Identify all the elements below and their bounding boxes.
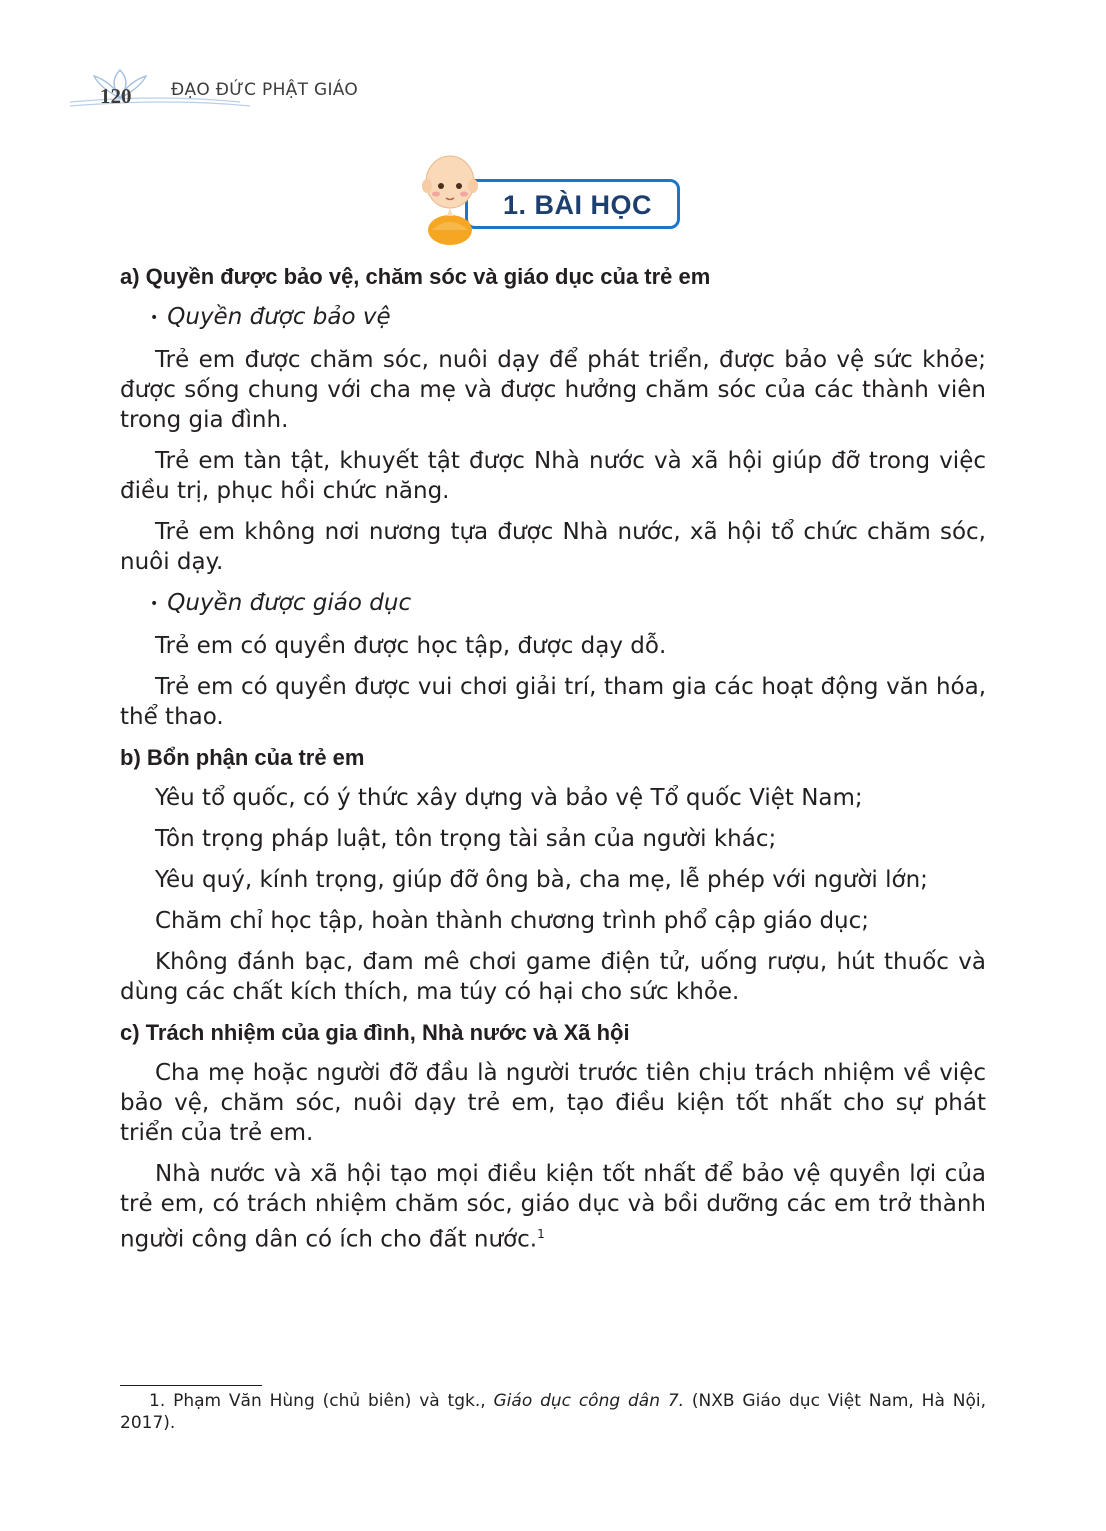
bullet-label: Quyền được giáo dục <box>167 590 412 616</box>
duty-item: Yêu quý, kính trọng, giúp đỡ ông bà, cha mẹ, lễ phép với người lớn; <box>155 867 928 893</box>
paragraph: Trẻ em được chăm sóc, nuôi dạy để phát triển, được bảo vệ sức khỏe; được sống chung với cha mẹ và được hưởng chăm sóc của các thành viên trong gia đình. <box>120 347 986 433</box>
footnote <box>120 1390 986 1434</box>
bullet-dot: • <box>150 596 159 612</box>
page-number: 120 <box>100 84 132 108</box>
footnote-suffix: (NXB Giáo dục Việt Nam, Hà Nội, 2017). <box>120 1391 986 1433</box>
paragraph: Trẻ em tàn tật, khuyết tật được Nhà nước và xã hội giúp đỡ trong việc điều trị, phục hồi chức năng. <box>120 448 986 504</box>
duty-item: Chăm chỉ học tập, hoàn thành chương trình phổ cập giáo dục; <box>155 908 870 934</box>
lesson-title: 1. BÀI HỌC <box>503 190 653 220</box>
footnote-ref: 1 <box>537 1227 545 1241</box>
section-b-heading: b) Bổn phận của trẻ em <box>120 745 365 770</box>
footnote-book-title: Giáo dục công dân 7. <box>493 1391 685 1411</box>
paragraph: Cha mẹ hoặc người đỡ đầu là người trước tiên chịu trách nhiệm về việc bảo vệ, chăm sóc, nuôi dạy trẻ em, tạo điều kiện tốt nhất cho sự phát triển của trẻ em. <box>120 1060 986 1146</box>
paragraph: Trẻ em không nơi nương tựa được Nhà nước, xã hội tổ chức chăm sóc, nuôi dạy. <box>120 519 986 575</box>
running-title: ĐẠO ĐỨC PHẬT GIÁO <box>171 80 359 100</box>
bullet-protection <box>150 302 986 335</box>
page-content <box>120 262 986 1266</box>
footnote-divider <box>120 1385 262 1386</box>
duty-item: Yêu tổ quốc, có ý thức xây dựng và bảo vệ Tổ quốc Việt Nam; <box>155 785 863 811</box>
monk-icon <box>418 152 482 246</box>
duty-item: Tôn trọng pháp luật, tôn trọng tài sản của người khác; <box>155 826 777 852</box>
bullet-dot: • <box>150 310 159 326</box>
section-c-heading: c) Trách nhiệm của gia đình, Nhà nước và Xã hội <box>120 1020 630 1045</box>
section-a-heading: a) Quyền được bảo vệ, chăm sóc và giáo dục của trẻ em <box>120 264 711 289</box>
paragraph-text: Nhà nước và xã hội tạo mọi điều kiện tốt nhất để bảo vệ quyền lợi của trẻ em, có trách nhiệm chăm sóc, giáo dục và bồi dưỡng các em trở thành người công dân có ích cho đất nước. <box>120 1161 986 1253</box>
footnote-prefix: 1. Phạm Văn Hùng (chủ biên) và tgk., <box>149 1391 494 1411</box>
bullet-label: Quyền được bảo vệ <box>167 304 391 330</box>
paragraph: Trẻ em có quyền được học tập, được dạy dỗ. <box>155 633 667 659</box>
bullet-education <box>150 588 986 621</box>
paragraph: Trẻ em có quyền được vui chơi giải trí, tham gia các hoạt động văn hóa, thể thao. <box>120 674 986 730</box>
duty-item: Không đánh bạc, đam mê chơi game điện tử, uống rượu, hút thuốc và dùng các chất kích thích, ma túy có hại cho sức khỏe. <box>120 949 986 1005</box>
paragraph <box>120 1159 986 1255</box>
